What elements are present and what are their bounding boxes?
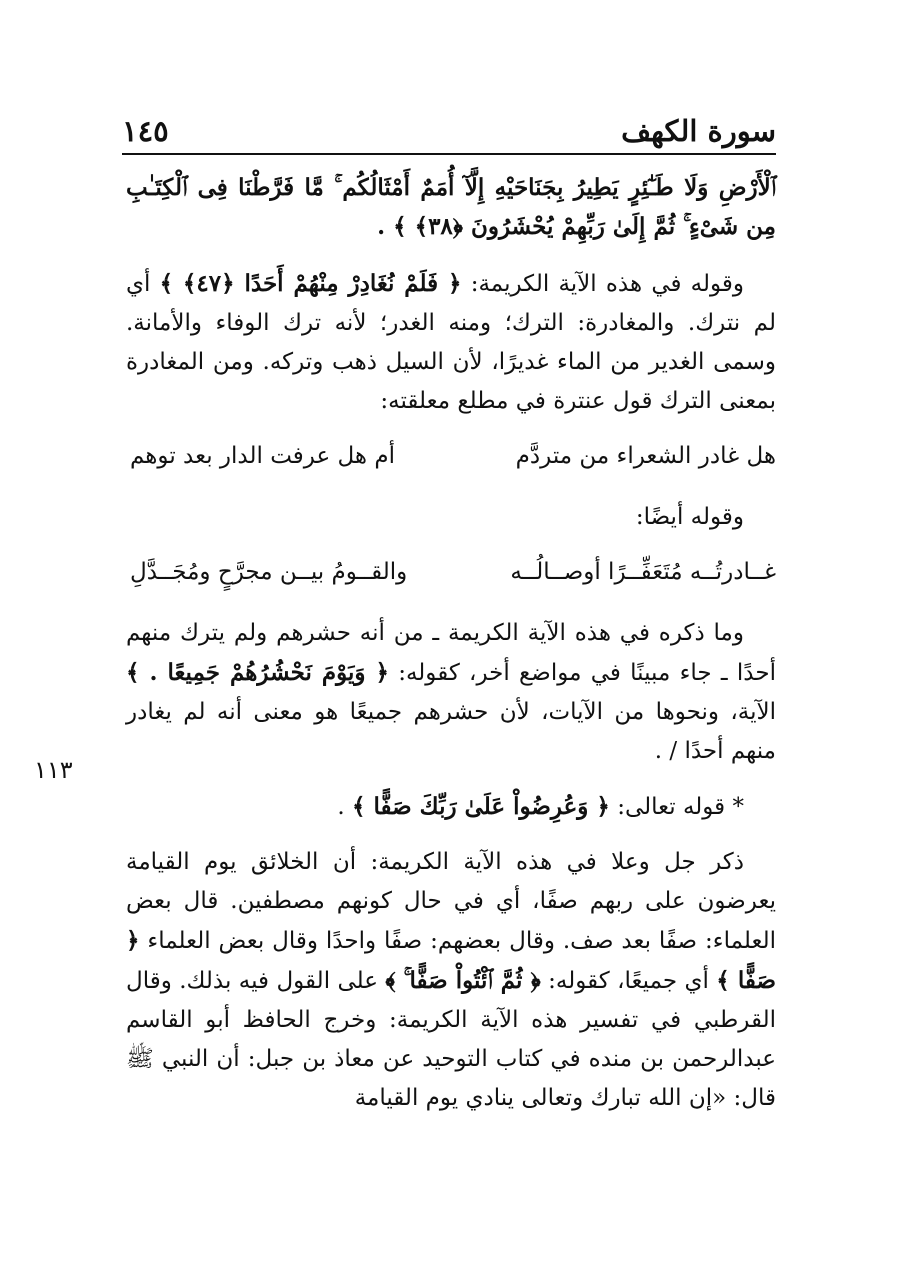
quran-quote: ﴿ فَلَمْ نُغَادِرْ مِنْهُمْ أَحَدًا ﴿٤٧﴾ ﴾ — [159, 270, 462, 297]
quran-quote: ﴿ وَيَوْمَ نَحْشُرُهُمْ جَمِيعًا . ﴾ — [126, 659, 389, 686]
paragraph-4 — [126, 787, 776, 827]
verse-continuation: ٱلْأَرْضِ وَلَا طَـٰٓئِرٍ يَطِيرُ بِجَنَاحَيْهِ إِلَّآ أُمَمٌ أَمْثَالُكُم ۚ مَّا فَرَّطْنَا فِى ٱلْكِتَـٰبِ مِن شَىْءٍ ۚ ثُمَّ إِلَىٰ رَبِّهِمْ يُحْشَرُونَ ﴿٣٨﴾ ﴾ . — [126, 174, 776, 240]
page-number: ١٤٥ — [122, 114, 169, 148]
poem-line-2 — [126, 553, 776, 592]
paragraph-3-text-b: الآية، ونحوها من الآيات، لأن حشرهم جميعًا هو معنى أنه لم يغادر منهم أحدًا / . — [126, 699, 776, 764]
quran-quote: ﴿ وَعُرِضُواْ عَلَىٰ رَبِّكَ صَفًّا ﴾ — [352, 793, 610, 820]
body-text — [126, 168, 776, 1134]
poem-hemistich-first: غــادرتُــه مُتَعَفِّــرًا أوصــالُــه — [510, 559, 776, 585]
margin-page-number: ١١٣ — [34, 756, 73, 784]
paragraph-3-text-a: وما ذكره في هذه الآية الكريمة ـ من أنه حشرهم ولم يترك منهم أحدًا ـ جاء مبينًا في مواضع أخر، كقوله: — [126, 620, 776, 686]
poem-hemistich-second: والقــومُ بيــن مجرَّحٍ ومُجَــدَّلِ — [130, 559, 408, 585]
page-header — [122, 112, 776, 152]
header-divider — [122, 153, 776, 155]
paragraph-1-intro: وقوله في هذه الآية الكريمة: — [461, 271, 744, 297]
paragraph-3 — [126, 614, 776, 771]
paragraph-4-end: . — [337, 794, 353, 820]
paragraph-5-text-b: أي جميعًا، كقوله: — [540, 968, 717, 994]
paragraph-5 — [126, 843, 776, 1118]
poem-hemistich-first: هل غادر الشعراء من متردَّم — [515, 443, 776, 469]
poem-line-1 — [126, 437, 776, 476]
quran-quote: ﴿ ثُمَّ ٱئْتُواْ صَفًّا ۚ ﴾ — [385, 967, 541, 994]
poem-hemistich-second: أم هل عرفت الدار بعد توهم — [130, 443, 395, 469]
paragraph-1-text: أي لم نترك. والمغادرة: الترك؛ ومنه الغدر؛ لأنه ترك الوفاء والأمانة. وسمى الغدير من الماء غديرًا، لأن السيل ذهب وتركه. ومن المغادرة بمعنى الترك قول عنترة في مطلع معلقته: — [126, 271, 776, 414]
paragraph-2: وقوله أيضًا: — [635, 504, 744, 530]
paragraph-5-text-a: ذكر جل وعلا في هذه الآية الكريمة: أن الخلائق يوم القيامة يعرضون على ربهم صفًا، أي في حال كونهم مصطفين. قال بعض العلماء: صفًا بعد صف. وقال بعضهم: صفًا واحدًا وقال بعض العلماء — [126, 849, 776, 954]
paragraph-5-text-c: على القول فيه بذلك. وقال القرطبي في تفسير هذه الآية الكريمة: وخرج الحافظ أبو القاسم عبدالرحمن بن منده في كتاب التوحيد عن معاذ بن جبل: أن النبي ﷺ قال: «إن الله تبارك وتعالى ينادي يوم القيامة — [126, 968, 776, 1111]
surah-title: سورة الكهف — [621, 114, 776, 148]
paragraph-1 — [126, 264, 776, 421]
paragraph-4-intro: * قوله تعالى: — [609, 794, 744, 820]
quran-quote: ﴿ صَفًّا ﴾ — [126, 927, 777, 994]
